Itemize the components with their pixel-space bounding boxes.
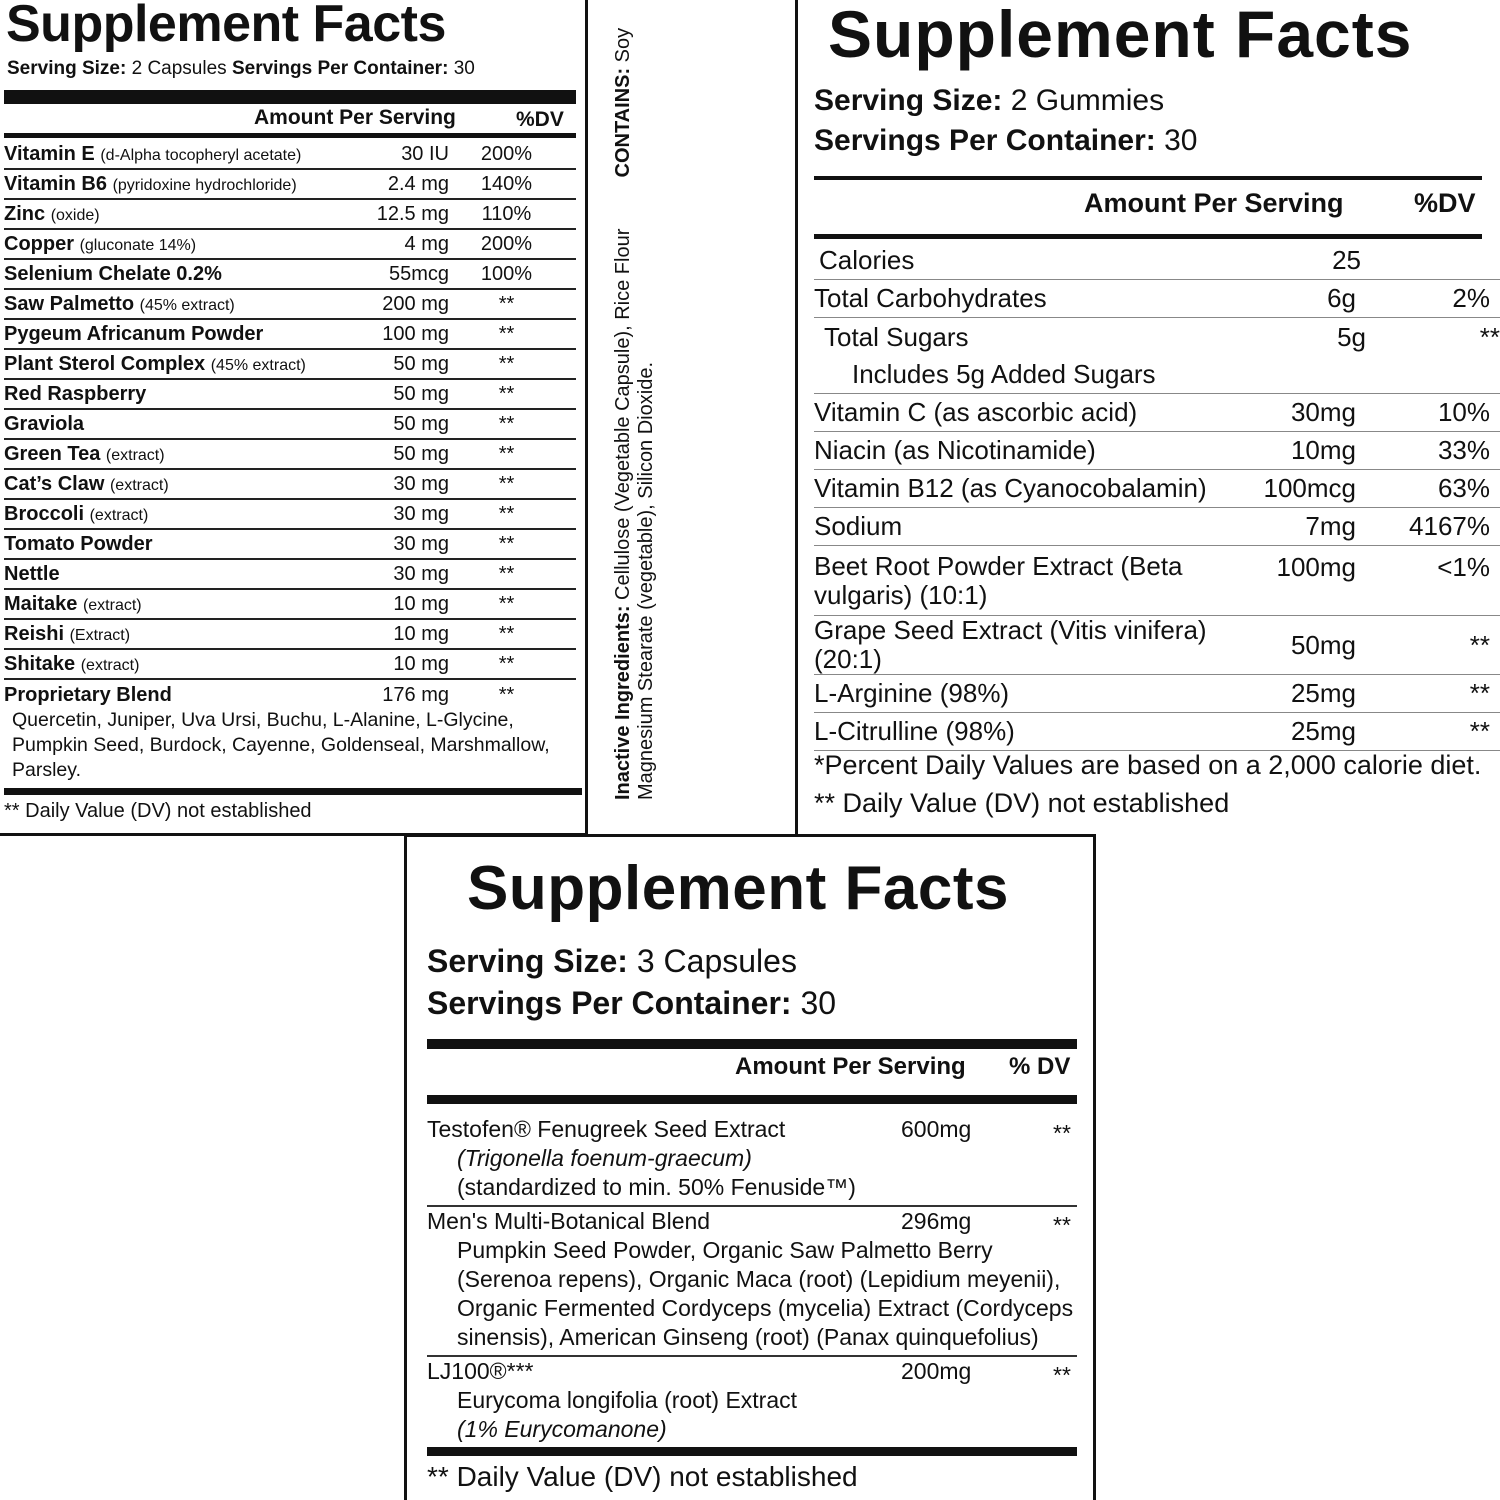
nutrient-amount: 30 mg — [393, 472, 449, 495]
label-2-nutrient-row — [814, 242, 1500, 280]
nutrient-dv: 140% — [480, 172, 533, 195]
label-3-serving-size — [427, 943, 797, 980]
nutrient-name: L-Arginine (98%) — [814, 678, 1010, 708]
nutrient-dv: ** — [498, 352, 515, 375]
nutrient-dv: ** — [498, 382, 515, 405]
item-sub-line: (standardized to min. 50% Fenuside™) — [457, 1174, 856, 1200]
nutrient-amount: 50 mg — [393, 382, 449, 405]
nutrient-name-cell — [4, 323, 349, 346]
nutrient-dv: ** — [498, 652, 515, 675]
nutrient-amount: 100mg — [1276, 552, 1356, 582]
nutrient-detail: (pyridoxine hydrochloride) — [112, 176, 297, 194]
label-1-nutrient-row — [4, 560, 576, 590]
label-1-serving-size-value: 2 Capsules — [131, 58, 227, 79]
nutrient-name: Selenium Chelate 0.2% — [4, 262, 222, 285]
label-1-nutrient-row — [4, 140, 576, 170]
nutrient-amount: 25mg — [1290, 716, 1356, 746]
nutrient-amount: 7mg — [1305, 511, 1356, 541]
nutrient-name-cell — [4, 173, 349, 196]
nutrient-detail: (gluconate 14%) — [79, 236, 197, 254]
item-amount: 600mg — [901, 1116, 972, 1142]
label-1-bottom-bar — [4, 788, 582, 795]
nutrient-dv: 200% — [480, 142, 533, 165]
nutrient-name-cell — [4, 503, 349, 526]
item-sub-line: Pumpkin Seed Powder, Organic Saw Palmetto Berry — [457, 1237, 993, 1263]
nutrient-name-cell — [4, 533, 349, 556]
nutrient-name-cell — [4, 563, 349, 586]
nutrient-name: Nettle — [4, 562, 60, 585]
label-3-item-testofen — [427, 1115, 1077, 1202]
inactive-label: Inactive Ingredients: — [612, 605, 634, 800]
item-name: Testofen® Fenugreek Seed Extract — [427, 1116, 786, 1142]
item-amount: 200mg — [901, 1358, 972, 1384]
label-1-nutrient-row — [4, 200, 576, 230]
label-1-footnote: ** Daily Value (DV) not established — [4, 800, 312, 822]
nutrient-amount: 30 mg — [393, 502, 449, 525]
nutrient-name: Includes 5g Added Sugars — [852, 359, 1156, 389]
label-2-serving-size-label: Serving Size: — [814, 84, 1003, 117]
label-1-blend-ingredients: Quercetin, Juniper, Uva Ursi, Buchu, L-Alanine, L-Glycine, Pumpkin Seed, Burdock, Cayenne, Goldenseal, Marshmallow, Parsley. — [12, 709, 550, 781]
nutrient-dv: ** — [1469, 678, 1490, 708]
item-dv: ** — [1053, 1120, 1071, 1146]
nutrient-name: Beet Root Powder Extract (Beta vulgaris) (10:1) — [814, 551, 1183, 610]
label-3-servings — [427, 985, 836, 1022]
label-1-nutrient-row — [4, 290, 576, 320]
nutrient-dv: 4167% — [1409, 511, 1490, 541]
nutrient-amount: 200 mg — [382, 292, 449, 315]
nutrient-amount: 30 mg — [393, 532, 449, 555]
nutrient-dv: 33% — [1437, 435, 1490, 465]
label-2-nutrient-row — [814, 356, 1500, 394]
ingredients-panel — [588, 0, 798, 836]
nutrient-dv: 10% — [1437, 397, 1490, 427]
label-2-nutrient-row — [814, 318, 1500, 356]
nutrient-name: Calories — [819, 245, 915, 275]
label-2-nutrient-row — [814, 508, 1500, 546]
inactive-line-2: Magnesium Stearate (vegetable), Silicon Dioxide. — [635, 362, 657, 800]
nutrient-name: Red Raspberry — [4, 382, 147, 405]
item-dv: ** — [1053, 1212, 1071, 1238]
label-1-nutrient-row — [4, 230, 576, 260]
label-3-bottom-bar — [427, 1447, 1077, 1456]
nutrient-amount: 55mcg — [388, 262, 449, 285]
item-sub-line: Organic Fermented Cordyceps (mycelia) Extract (Cordyceps — [457, 1295, 1074, 1321]
label-2-serving-size-value: 2 Gummies — [1010, 84, 1165, 117]
nutrient-name: Cat’s Claw — [4, 472, 105, 495]
nutrient-dv: ** — [498, 683, 515, 706]
label-2-servings-label: Servings Per Container: — [814, 124, 1156, 157]
item-sub-line: sinensis), American Ginseng (root) (Panax quinquefolius) — [457, 1324, 1039, 1350]
nutrient-detail: (extract) — [82, 596, 142, 614]
label-2-nutrient-list — [814, 242, 1500, 751]
nutrient-name: Saw Palmetto — [4, 292, 135, 315]
nutrient-amount: 25mg — [1290, 678, 1356, 708]
nutrient-dv: 110% — [481, 202, 532, 225]
label-2-footnote-2: ** Daily Value (DV) not established — [814, 788, 1230, 818]
nutrient-dv: ** — [498, 472, 515, 495]
nutrient-amount: 10 mg — [393, 592, 449, 615]
nutrient-detail: (oxide) — [50, 206, 100, 224]
label-1-nutrient-row — [4, 530, 576, 560]
supplement-facts-label-3 — [404, 834, 1096, 1500]
item-sub-line: Eurycoma longifolia (root) Extract — [457, 1387, 798, 1413]
nutrient-dv: ** — [498, 412, 515, 435]
nutrient-name: Total Carbohydrates — [814, 283, 1047, 313]
label-1-nutrient-row — [4, 470, 576, 500]
nutrient-name-cell — [4, 593, 349, 616]
nutrient-amount: 2.4 mg — [387, 172, 449, 195]
nutrient-name-cell — [4, 623, 349, 646]
nutrient-amount: 176 mg — [382, 683, 449, 706]
nutrient-name: Pygeum Africanum Powder — [4, 322, 264, 345]
nutrient-amount: 30mg — [1290, 397, 1356, 427]
label-2-header-dv: %DV — [1414, 188, 1476, 218]
nutrient-amount: 6g — [1327, 283, 1356, 313]
label-1-header — [4, 104, 576, 138]
nutrient-amount: 30 mg — [393, 562, 449, 585]
nutrient-name: Vitamin E — [4, 142, 95, 165]
nutrient-dv: 2% — [1452, 283, 1490, 313]
nutrient-name: Vitamin C (as ascorbic acid) — [814, 397, 1138, 427]
nutrient-name: Zinc — [4, 202, 46, 225]
label-2-top-rule — [814, 176, 1482, 180]
label-3-item-botanical-blend — [427, 1207, 1077, 1352]
nutrient-amount: 5g — [1337, 321, 1366, 352]
label-1-nutrient-row — [4, 680, 576, 710]
label-3-item-lj100 — [427, 1357, 1077, 1444]
nutrient-detail: (45% extract) — [210, 356, 306, 374]
nutrient-name: L-Citrulline (98%) — [814, 716, 1015, 746]
item-dv: ** — [1053, 1362, 1071, 1388]
label-1-header-amount: Amount Per Serving — [254, 106, 456, 129]
label-2-footnote-1: *Percent Daily Values are based on a 2,000 calorie diet. — [814, 750, 1482, 780]
nutrient-detail: (Extract) — [69, 626, 131, 644]
nutrient-dv: ** — [498, 292, 515, 315]
supplement-facts-label-2 — [798, 0, 1500, 836]
nutrient-name: Grape Seed Extract (Vitis vinifera) (20:1) — [814, 615, 1207, 674]
label-1-nutrient-row — [4, 170, 576, 200]
item-name: Men's Multi-Botanical Blend — [427, 1208, 711, 1234]
nutrient-detail: (extract) — [109, 476, 169, 494]
contains-text: Soy — [612, 27, 634, 63]
label-3-serving-size-label: Serving Size: — [427, 943, 628, 979]
nutrient-name: Reishi — [4, 622, 65, 645]
nutrient-name: Vitamin B12 (as Cyanocobalamin) — [814, 473, 1207, 503]
label-1-nutrient-row — [4, 320, 576, 350]
nutrient-dv: ** — [498, 622, 515, 645]
ingredients-rotated-text — [612, 0, 658, 800]
label-2-servings-value: 30 — [1164, 124, 1198, 157]
item-sub-line: (Trigonella foenum-graecum) — [457, 1145, 752, 1171]
nutrient-name: Niacin (as Nicotinamide) — [814, 435, 1096, 465]
label-3-header-dv: % DV — [1009, 1053, 1071, 1080]
label-2-nutrient-row — [814, 432, 1500, 470]
contains-label: CONTAINS: — [612, 67, 634, 178]
label-1-nutrient-row — [4, 440, 576, 470]
nutrient-amount: 10mg — [1290, 435, 1356, 465]
nutrient-dv: <1% — [1437, 552, 1490, 582]
nutrient-detail: (extract) — [105, 446, 165, 464]
label-1-nutrient-row — [4, 410, 576, 440]
nutrient-amount: 12.5 mg — [376, 202, 449, 225]
label-3-header-amount: Amount Per Serving — [735, 1053, 966, 1080]
label-3-serving-size-value: 3 Capsules — [636, 943, 797, 979]
nutrient-name-cell — [4, 413, 349, 436]
nutrient-dv: 100% — [480, 262, 533, 285]
nutrient-detail: (45% extract) — [139, 296, 235, 314]
nutrient-amount: 25 — [1332, 245, 1361, 275]
item-name: LJ100®*** — [427, 1358, 534, 1384]
label-1-serving-size-label: Serving Size: — [7, 58, 127, 79]
nutrient-name: Vitamin B6 — [4, 172, 107, 195]
label-2-header-amount: Amount Per Serving — [1084, 188, 1344, 218]
nutrient-name-cell — [4, 443, 349, 466]
nutrient-name: Tomato Powder — [4, 532, 153, 555]
label-1-nutrient-row — [4, 350, 576, 380]
nutrient-name: Broccoli — [4, 502, 85, 525]
label-2-nutrient-row — [814, 280, 1500, 318]
label-3-header-bar — [427, 1095, 1077, 1104]
nutrient-name: Proprietary Blend — [4, 683, 172, 706]
nutrient-dv: ** — [498, 502, 515, 525]
nutrient-amount: 50mg — [1290, 629, 1356, 660]
nutrient-dv: ** — [1469, 716, 1490, 746]
item-amount: 296mg — [901, 1208, 972, 1234]
nutrient-name-cell — [4, 383, 349, 406]
label-2-serving-size — [814, 84, 1164, 118]
label-2-nutrient-row — [814, 616, 1500, 675]
label-1-nutrient-row — [4, 380, 576, 410]
label-1-servings-label: Servings Per Container: — [231, 58, 449, 79]
nutrient-name: Green Tea — [4, 442, 101, 465]
nutrient-name-cell — [4, 233, 349, 256]
nutrient-amount: 50 mg — [393, 352, 449, 375]
label-1-nutrient-row — [4, 650, 576, 680]
nutrient-name: Sodium — [814, 511, 903, 541]
label-3-top-bar — [427, 1039, 1077, 1049]
nutrient-amount: 10 mg — [393, 622, 449, 645]
nutrient-dv: ** — [498, 592, 515, 615]
nutrient-name-cell — [4, 353, 349, 376]
supplement-facts-label-1 — [0, 0, 588, 836]
nutrient-dv: 200% — [480, 232, 533, 255]
nutrient-name-cell — [4, 653, 349, 676]
label-2-title: Supplement Facts — [828, 0, 1413, 71]
label-3-servings-label: Servings Per Container: — [427, 985, 792, 1021]
label-2-nutrient-row — [814, 470, 1500, 508]
nutrient-dv: ** — [1469, 629, 1490, 660]
nutrient-amount: 50 mg — [393, 442, 449, 465]
nutrient-detail: (extract) — [89, 506, 149, 524]
nutrient-name-cell — [4, 263, 349, 286]
item-sub-line: (Serenoa repens), Organic Maca (root) (Lepidium meyenii), — [457, 1266, 1061, 1292]
inactive-text: Cellulose (Vegetable Capsule), Rice Flour — [612, 228, 634, 600]
nutrient-amount: 10 mg — [393, 652, 449, 675]
label-1-header-dv: %DV — [516, 108, 564, 131]
label-2-header-rule — [814, 234, 1482, 239]
label-2-servings — [814, 124, 1197, 158]
label-2-nutrient-row — [814, 675, 1500, 713]
label-1-nutrient-row — [4, 590, 576, 620]
nutrient-amount: 100mcg — [1263, 473, 1356, 503]
nutrient-dv: ** — [498, 322, 515, 345]
label-1-nutrient-row — [4, 620, 576, 650]
label-2-nutrient-row — [814, 546, 1500, 616]
nutrient-dv: ** — [1479, 321, 1500, 352]
nutrient-detail: (extract) — [80, 656, 140, 674]
nutrient-amount: 50 mg — [393, 412, 449, 435]
nutrient-name-cell — [4, 684, 349, 707]
label-1-serving-info — [7, 58, 475, 80]
label-3-servings-value: 30 — [800, 985, 837, 1021]
nutrient-dv: ** — [498, 532, 515, 555]
item-sub-line: (1% Eurycomanone) — [457, 1416, 667, 1442]
nutrient-name-cell — [4, 473, 349, 496]
label-1-top-bar — [4, 90, 576, 104]
label-1-nutrient-row — [4, 260, 576, 290]
nutrient-name-cell — [4, 143, 349, 166]
nutrient-name: Shitake — [4, 652, 76, 675]
label-3-footnote: ** Daily Value (DV) not established — [427, 1461, 858, 1492]
nutrient-dv: 63% — [1437, 473, 1490, 503]
label-2-nutrient-row — [814, 713, 1500, 751]
inactive-line-1 — [612, 0, 635, 800]
label-1-title: Supplement Facts — [6, 0, 446, 53]
nutrient-name: Total Sugars — [824, 321, 969, 352]
nutrient-name: Plant Sterol Complex — [4, 352, 206, 375]
label-1-nutrient-row — [4, 500, 576, 530]
nutrient-name: Maitake — [4, 592, 78, 615]
label-2-nutrient-row — [814, 394, 1500, 432]
label-1-nutrient-list — [4, 140, 576, 710]
nutrient-amount: 4 mg — [404, 232, 449, 255]
nutrient-name-cell — [4, 203, 349, 226]
label-3-title: Supplement Facts — [467, 854, 1009, 923]
nutrient-dv: ** — [498, 562, 515, 585]
nutrient-amount: 30 IU — [401, 142, 449, 165]
nutrient-name: Copper — [4, 232, 74, 255]
nutrient-name-cell — [4, 293, 349, 316]
label-1-servings-value: 30 — [453, 58, 475, 79]
nutrient-detail: (d-Alpha tocopheryl acetate) — [100, 146, 302, 164]
nutrient-dv: ** — [498, 442, 515, 465]
nutrient-amount: 100 mg — [382, 322, 449, 345]
nutrient-name: Graviola — [4, 412, 85, 435]
